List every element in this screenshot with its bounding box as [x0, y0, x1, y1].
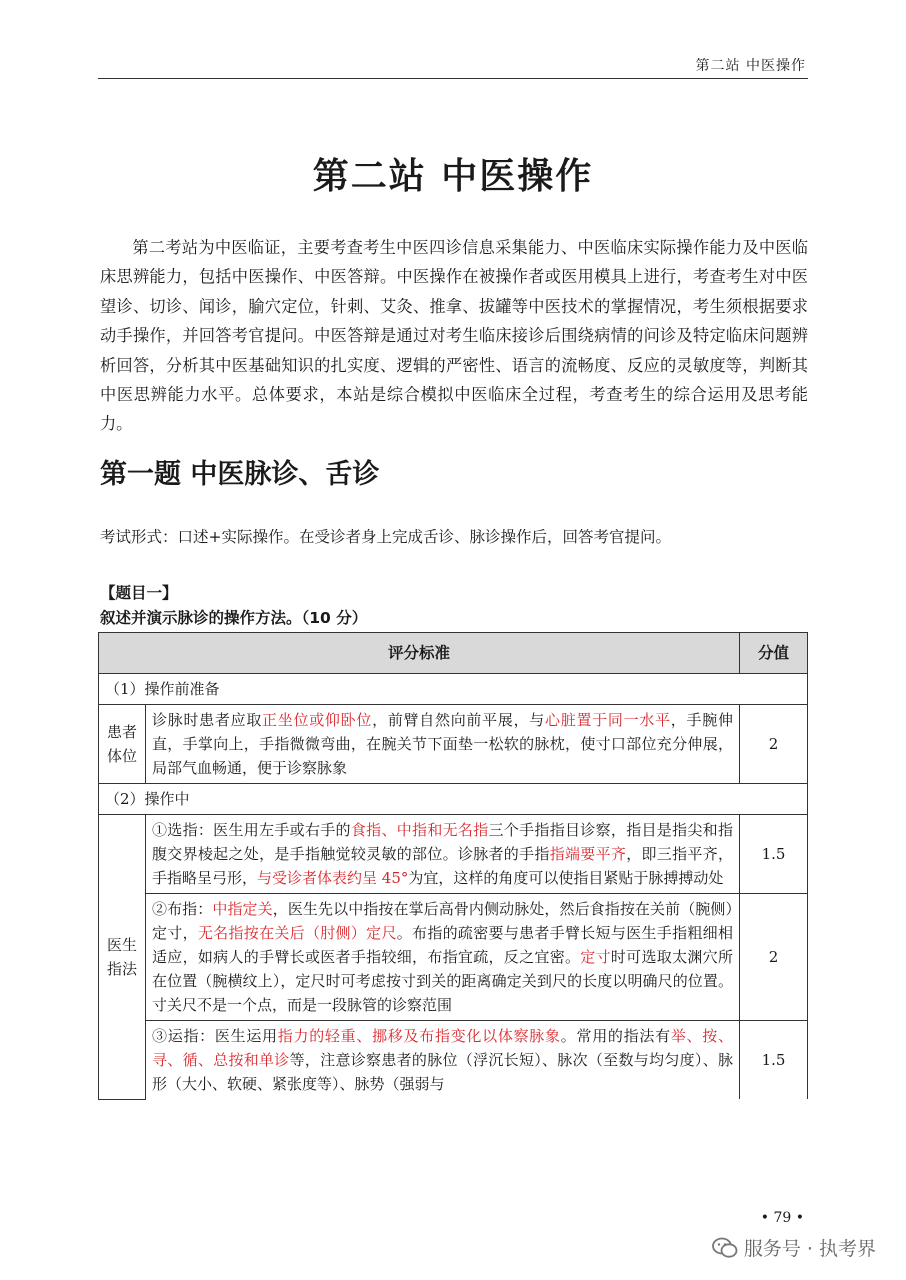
- score-cell: 2: [740, 705, 808, 784]
- category-finger-technique: 医生指法: [99, 815, 146, 1100]
- emphasis-text: 心脏置于同一水平: [545, 711, 671, 729]
- criteria-cell: ②布指：中指定关，医生先以中指按在掌后高骨内侧动脉处，然后食指按在关前（腕侧）定寸，无名指按在关后（肘侧）定尺。布指的疏密要与患者手臂长短与医生手指粗细相适应，如病人的手臂长或医者手指较细，布指宜疏，反之宜密。定寸时可选取太渊穴所在位置（腕横纹上），定尺时可考虑按寸到关的距离确定关到尺的长度以明确尺的位置。寸关尺不是一个点，而是一段脉管的诊察范围: [146, 894, 740, 1021]
- emphasis-text: 指端要平齐: [549, 845, 627, 863]
- chapter-title: 第二站 中医操作: [312, 156, 594, 197]
- criteria-header: 评分标准: [99, 633, 740, 674]
- section-label-during: （2）操作中: [99, 784, 808, 815]
- emphasis-text: 正坐位或仰卧位: [262, 711, 373, 729]
- exam-form-text: 考试形式：口述+实际操作。在受诊者身上完成舌诊、脉诊操作后，回答考官提问。: [100, 528, 671, 546]
- table-row: [99, 705, 808, 784]
- section-label-prep: （1）操作前准备: [99, 674, 808, 705]
- table-row: [99, 894, 808, 1021]
- criteria-cell: 诊脉时患者应取正坐位或仰卧位，前臂自然向前平展，与心脏置于同一水平，手腕伸直，手掌向上，手指微微弯曲，在腕关节下面垫一松软的脉枕，使寸口部位充分伸展，局部气血畅通，便于诊察脉象: [146, 705, 740, 784]
- intro-paragraph: 第二考站为中医临证，主要考查考生中医四诊信息采集能力、中医临床实际操作能力及中医临床思辨能力，包括中医操作、中医答辩。中医操作在被操作者或医用模具上进行，考查考生对中医望诊、切诊、闻诊，腧穴定位，针刺、艾灸、推拿、拔罐等中医技术的掌握情况，考生须根据要求动手操作，并回答考官提问。中医答辩是通过对考生临床接诊后围绕病情的问诊及特定临床问题辨析回答，分析其中医基础知识的扎实度、逻辑的严密性、语言的流畅度、反应的灵敏度等，判断其中医思辨能力水平。总体要求，本站是综合模拟中医临床全过程，考查考生的综合运用及思考能力。: [100, 238, 808, 434]
- emphasis-text: 举、按、寻、循、总按和单诊: [152, 1027, 733, 1069]
- score-cell: 1.5: [740, 815, 808, 894]
- score-cell: 2: [740, 894, 808, 1021]
- watermark: [712, 1234, 876, 1261]
- table-row: [99, 815, 808, 894]
- section-row: [99, 784, 808, 815]
- question-label: 【题目一】: [100, 584, 178, 602]
- running-header: 第二站 中医操作: [695, 58, 806, 74]
- scoring-table: [98, 632, 808, 1100]
- score-cell: 1.5: [740, 1021, 808, 1100]
- page-number: • 79 •: [760, 1210, 804, 1226]
- category-patient-position: 患者体位: [99, 705, 146, 784]
- emphasis-text: 指力的轻重、挪移及布指变化以体察脉象: [277, 1027, 561, 1045]
- header-rule: [98, 78, 808, 79]
- emphasis-text: 定寸: [580, 948, 611, 966]
- table-header-row: [99, 633, 808, 674]
- emphasis-text: 无名指按在关后（肘侧）定尺: [197, 924, 397, 942]
- section-title: 第一题 中医脉诊、舌诊: [100, 459, 380, 490]
- section-row: [99, 674, 808, 705]
- table-row: [99, 1021, 808, 1100]
- emphasis-text: 与受诊者体表约呈 45°: [257, 869, 409, 887]
- watermark-text: 服务号 · 执考界: [743, 1238, 876, 1260]
- criteria-cell: ①选指：医生用左手或右手的食指、中指和无名指三个手指指目诊察，指目是指尖和指腹交界棱起之处，是手指触觉较灵敏的部位。诊脉者的手指指端要平齐，即三指平齐，手指略呈弓形，与受诊者体表约呈 45°为宜，这样的角度可以使指目紧贴于脉搏搏动处: [146, 815, 740, 894]
- criteria-cell: ③运指：医生运用指力的轻重、挪移及布指变化以体察脉象。常用的指法有举、按、寻、循、总按和单诊等，注意诊察患者的脉位（浮沉长短）、脉次（至数与均匀度）、脉形（大小、软硬、紧张度等）、脉势（强弱与: [146, 1021, 740, 1100]
- emphasis-text: 中指定关: [212, 900, 273, 918]
- score-header: 分值: [740, 633, 808, 674]
- emphasis-text: 食指、中指和无名指: [350, 821, 489, 839]
- wechat-icon: [712, 1237, 738, 1259]
- question-text: 叙述并演示脉诊的操作方法。（10 分）: [100, 609, 368, 627]
